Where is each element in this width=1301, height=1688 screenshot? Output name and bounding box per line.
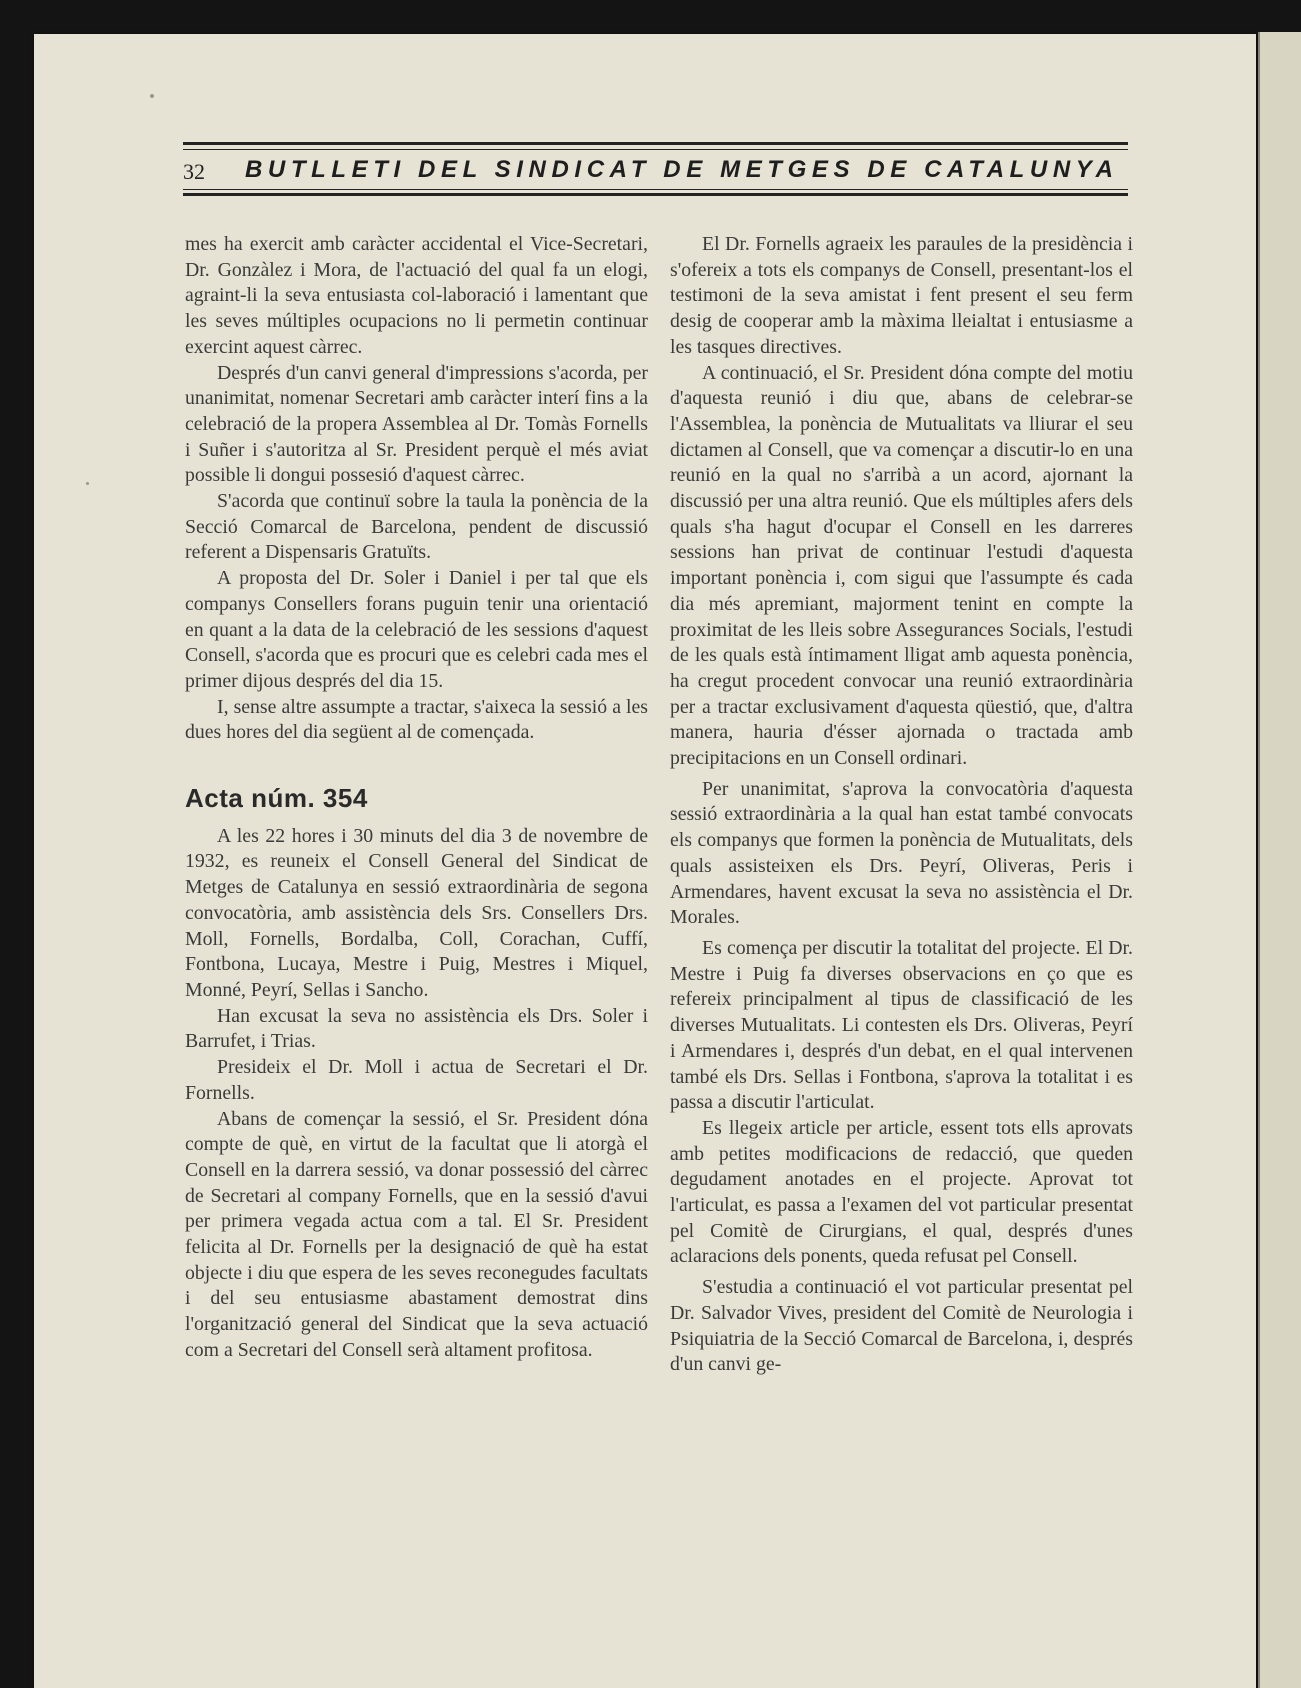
paragraph: I, sense altre assumpte a tractar, s'aixeca la sessió a les dues hores del dia següent al de començada. [185, 695, 648, 744]
header-rule-top-thin [183, 149, 1128, 150]
paragraph: mes ha exercit amb caràcter accidental el Vice-Secretari, Dr. Gonzàlez i Mora, de l'actuació del qual fa un elogi, agraint-li la seva entusiasta col-laboració i lamentant que les seves múltiples ocupacions no li permetin continuar exercint aquest càrrec. [185, 233, 648, 358]
paragraph: Abans de començar la sessió, el Sr. President dóna compte de què, en virtut de la facultat que li atorgà el Consell en la darrera sessió, va donar possessió del càrrec de Secretari al company Fornells, que en la sessió d'avui per primera vegada actua com a tal. El Sr. President felicita al Dr. Fornells per la designació de què ha estat objecte i diu que espera de les seves reconegudes facultats i del seu entusiasme abastament demostrat dins l'organització general del Sindicat que la seva actuació com a Secretari del Consell serà altament profitosa. [185, 1107, 648, 1361]
running-header [183, 142, 1128, 202]
header-rule-bottom-thin [183, 189, 1128, 190]
journal-title: BUTLLETI DEL SINDICAT DE METGES DE CATALUNYA [245, 156, 1119, 183]
paper-speck [86, 482, 89, 485]
paragraph: Després d'un canvi general d'impressions s'acorda, per unanimitat, nomenar Secretari amb caràcter interí fins a la celebració de la propera Assemblea al Dr. Tomàs Fornells i Suñer i s'autoritza al Sr. President perquè el més aviat possible li dongui possesió d'aquest càrrec. [185, 361, 648, 487]
paper-speck [150, 94, 154, 98]
paragraph: A proposta del Dr. Soler i Daniel i per tal que els companys Consellers forans puguin tenir una orientació en quant a la data de la celebració de les sessions d'aquest Consell, s'acorda que es procuri que es celebri cada mes el primer dijous després del dia 15. [185, 567, 648, 692]
page-number: 32 [183, 159, 205, 184]
next-page-edge [1258, 32, 1301, 1688]
paragraph: S'acorda que continuï sobre la taula la ponència de la Secció Comarcal de Barcelona, pendent de discussió referent a Dispensaris Gratuïts. [185, 490, 648, 564]
section-heading: Acta núm. 354 [185, 783, 368, 814]
header-rule-bottom [183, 193, 1128, 196]
paragraph: Presideix el Dr. Moll i actua de Secretari el Dr. Fornells. [185, 1056, 648, 1104]
paragraph: S'estudia a continuació el vot particular presentat pel Dr. Salvador Vives, president del Comitè de Neurologia i Psiquiatria de la Secció Comarcal de Barcelona, i, després d'un canvi ge- [670, 1276, 1133, 1376]
paragraph: Han excusat la seva no assistència els Drs. Soler i Barrufet, i Trias. [185, 1004, 648, 1053]
paragraph: Es llegeix article per article, essent tots ells aprovats amb petites modificacions de redacció, que queden degudament anotades en el projecte. Aprovat tot l'articulat, es passa a l'examen del vot particular presentat pel Comitè de Cirurgians, el qual, després d'unes aclaracions dels ponents, queda refusat pel Consell. [670, 1116, 1133, 1268]
paragraph: A continuació, el Sr. President dóna compte del motiu d'aquesta reunió i diu que, abans de celebrar-se l'Assemblea, la ponència de Mutualitats va lliurar el seu dictamen al Consell, que va començar a discutir-lo en una reunió en la qual no s'arribà a un acord, ajornant la discussió per una altra reunió. Que els múltiples afers dels quals s'ha hagut d'ocupar el Consell en les darreres sessions han privat de continuar l'estudi d'aquesta important ponència i, com sigui que l'assumpte és cada dia més apremiant, majorment tenint en compte la proximitat de les lleis sobre Assegurances Socials, l'estudi de les quals està íntimament lligat amb aquesta ponència, ha cregut procedent convocar una reunió extraordinària per a tractar exclusivament d'aquesta qüestió, que, d'altra manera, hauria d'ésser ajornada o tractada amb precipitacions en un Consell ordinari. [670, 361, 1133, 770]
left-column [185, 232, 648, 1364]
paragraph: Es comença per discutir la totalitat del projecte. El Dr. Mestre i Puig fa diverses observacions en ço que es refereix principalment al tipus de classificació de les diverses Mutualitats. Li contesten els Drs. Oliveras, Peyrí i Armendares i, després d'un debat, en el qual intervenen també els Drs. Sellas i Fontbona, s'aprova la totalitat i es passa a discutir l'articulat. [670, 936, 1133, 1114]
right-column [670, 232, 1133, 1378]
paragraph: El Dr. Fornells agraeix les paraules de la presidència i s'ofereix a tots els companys de Consell, presentant-los el testimoni de la seva amistat i fent present el seu ferm desig de cooperar amb la màxima lleialtat i entusiasme a les tasques directives. [670, 233, 1133, 358]
paragraph: Per unanimitat, s'aprova la convocatòria d'aquesta sessió extraordinària a la qual han estat també convocats els companys que formen la ponència de Mutualitats, dels quals assisteixen els Drs. Peyrí, Oliveras, Peris i Armendares, havent excusat la seva no assistència el Dr. Morales. [670, 777, 1133, 929]
paragraph: A les 22 hores i 30 minuts del dia 3 de novembre de 1932, es reuneix el Consell General del Sindicat de Metges de Catalunya en sessió extraordinària de segona convocatòria, amb assistència dels Srs. Consellers Drs. Moll, Fornells, Bordalba, Coll, Corachan, Cuffí, Fontbona, Lucaya, Mestre i Puig, Mestres i Miquel, Monné, Peyrí, Sellas i Sancho. [185, 824, 648, 1001]
header-rule-top [183, 142, 1128, 145]
